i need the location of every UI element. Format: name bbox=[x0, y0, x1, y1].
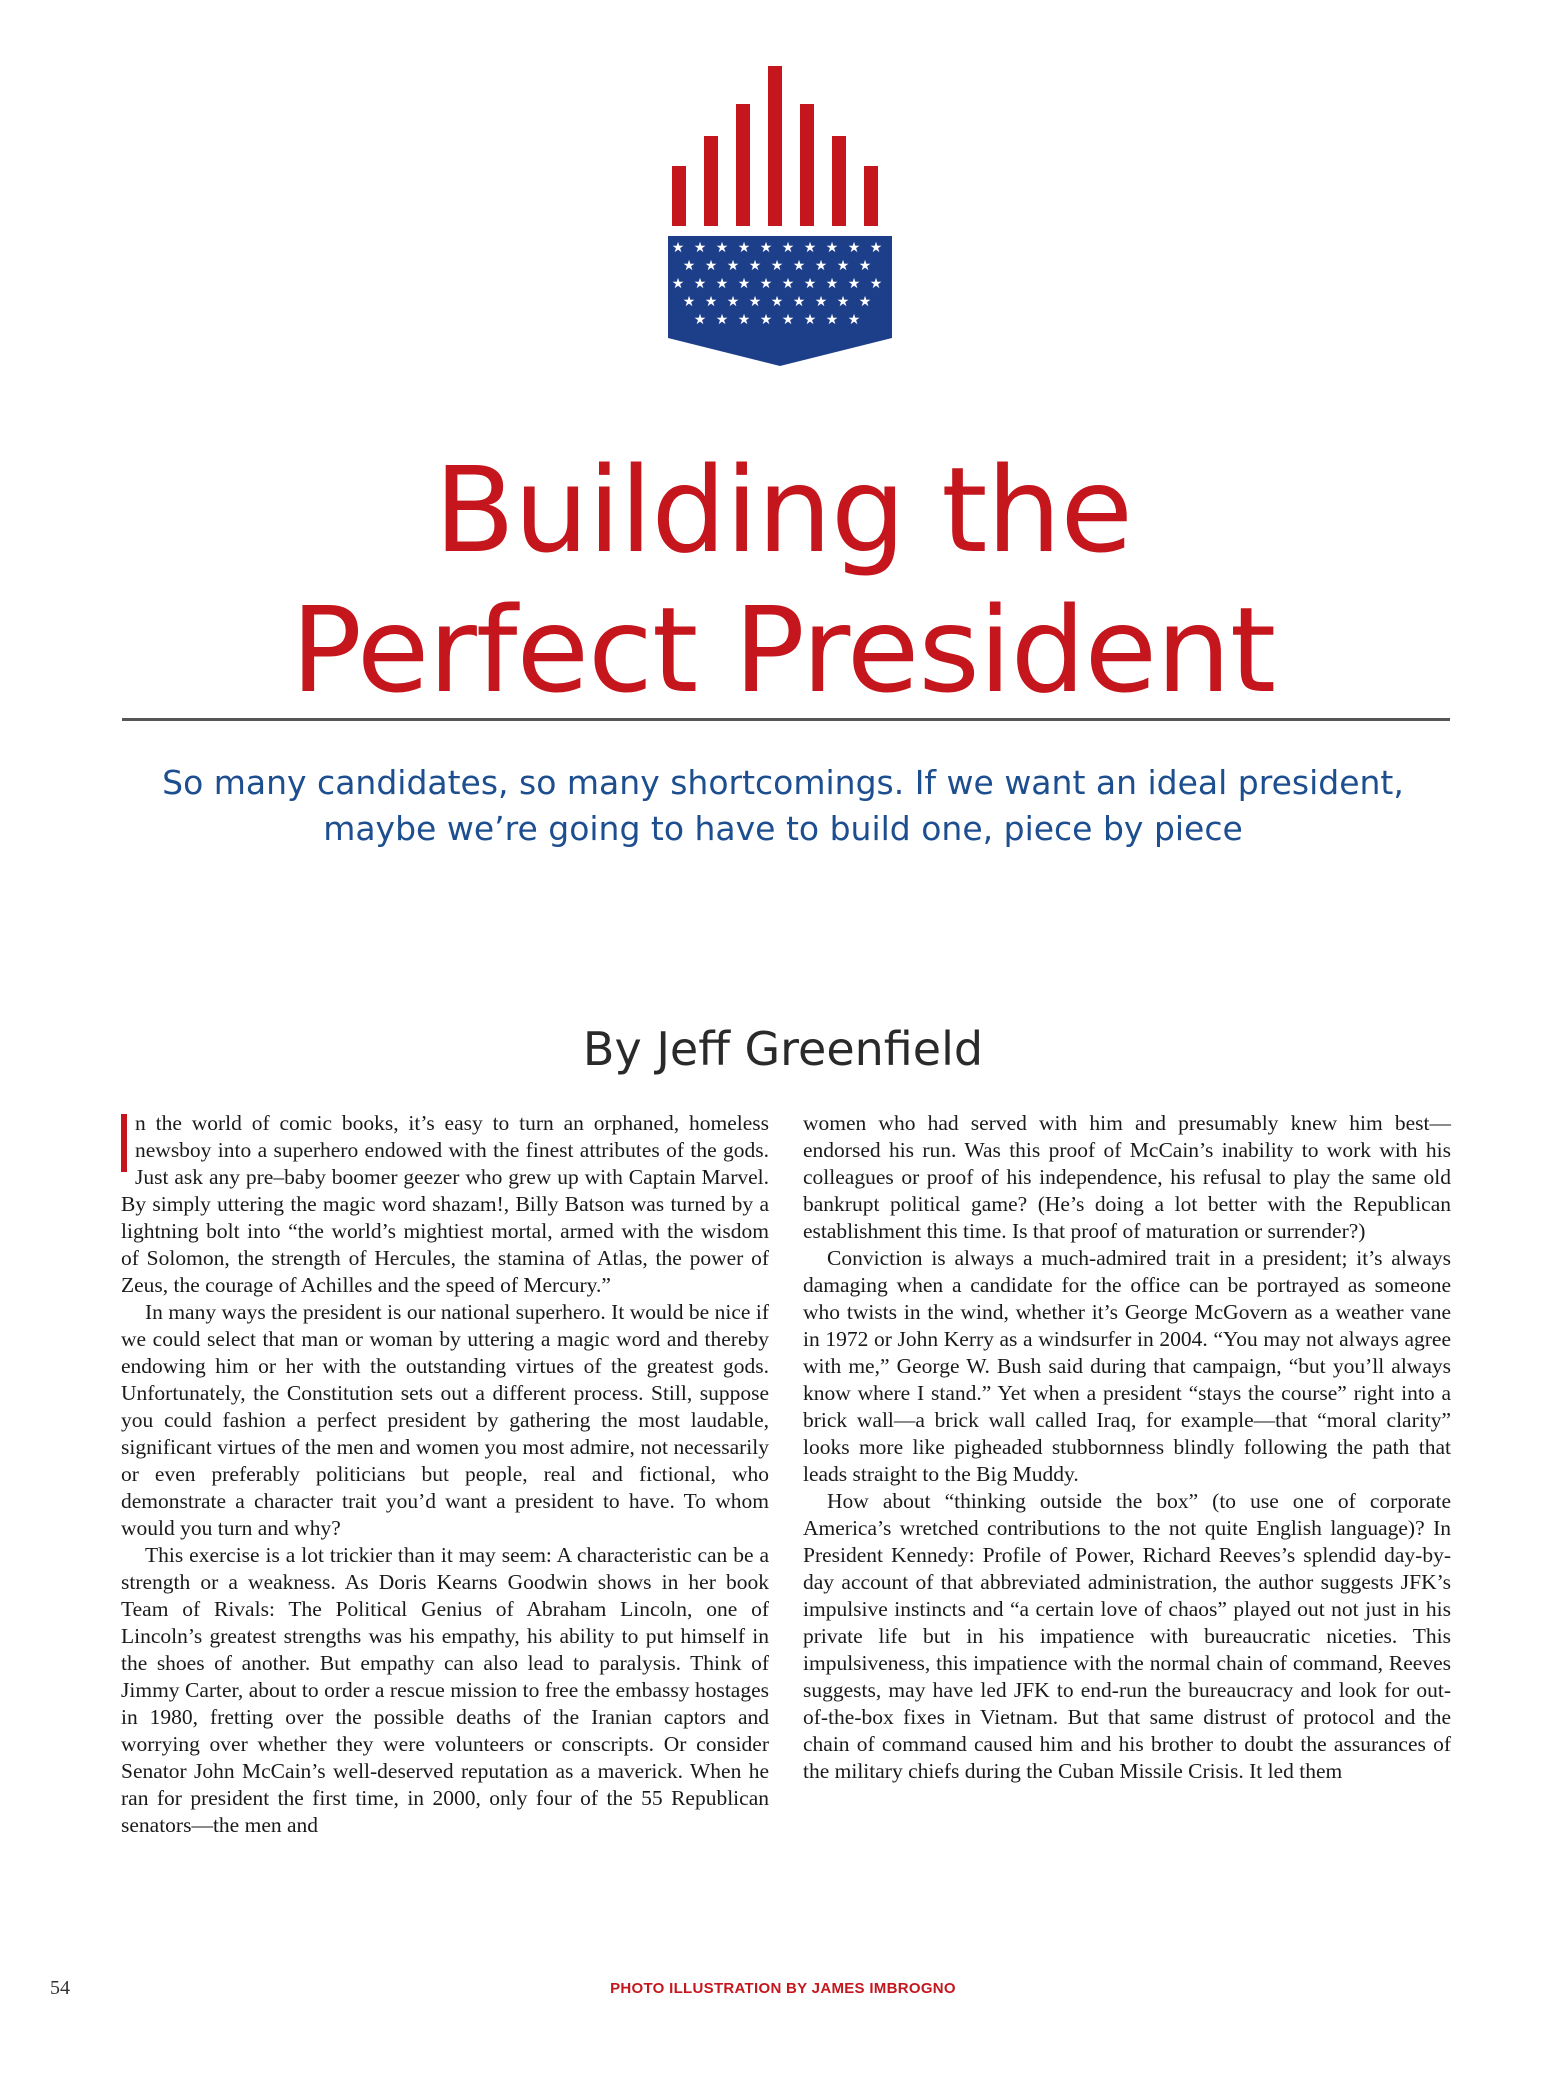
photo-credit: PHOTO ILLUSTRATION BY JAMES IMBROGNO bbox=[610, 1980, 956, 1997]
article-title bbox=[0, 440, 1566, 720]
page-number: 54 bbox=[50, 1977, 70, 1999]
logo-star: ★ bbox=[693, 276, 707, 292]
logo-star: ★ bbox=[869, 276, 883, 292]
logo-star: ★ bbox=[803, 276, 817, 292]
article-column-left bbox=[121, 1110, 769, 1839]
logo-star: ★ bbox=[693, 312, 707, 328]
logo-star: ★ bbox=[759, 312, 773, 328]
paragraph: women who had served with him and presumably knew him best—endorsed his run. Was this proof of McCain’s inability to work with his colleagues or proof of his independence, his refusal to play the same old bankrupt political game? (He’s doing a lot better with the Republican establishment this time. Is that proof of maturation or surrender?) bbox=[803, 1111, 1451, 1243]
logo-star: ★ bbox=[704, 294, 718, 310]
logo-bar bbox=[768, 66, 782, 226]
logo-star: ★ bbox=[792, 294, 806, 310]
logo-star: ★ bbox=[770, 294, 784, 310]
logo-star: ★ bbox=[715, 240, 729, 256]
logo-star: ★ bbox=[715, 276, 729, 292]
logo-star: ★ bbox=[858, 294, 872, 310]
logo-star: ★ bbox=[781, 312, 795, 328]
logo-bar bbox=[704, 136, 718, 226]
paragraph: n the world of comic books, it’s easy to turn an orphaned, homeless newsboy into a superhero endowed with the finest attributes of the gods. Just ask any pre–baby boomer geezer who grew up with Captain Marvel. By simply uttering the magic word shazam!, Billy Batson was turned by a lightning bolt into “the world’s mightiest mortal, armed with the wisdom of Solomon, the strength of Hercules, the stamina of Atlas, the power of Zeus, the courage of Achilles and the speed of Mercury.” bbox=[121, 1111, 769, 1297]
subtitle-line-1: So many candidates, so many shortcomings. If we want an ideal president, bbox=[162, 763, 1404, 802]
logo-star: ★ bbox=[726, 294, 740, 310]
logo-star: ★ bbox=[671, 276, 685, 292]
logo-star: ★ bbox=[825, 240, 839, 256]
paragraph: Conviction is always a much-admired trait in a president; it’s always damaging when a candidate for the office can be portrayed as someone who twists in the wind, whether it’s George McGovern as a weather vane in 1972 or John Kerry as a windsurfer in 2004. “You may not always agree with me,” George W. Bush said during that campaign, “but you’ll always know where I stand.” Yet when a president “stays the course” right into a brick wall—a brick wall called Iraq, for example—that “moral clarity” looks more like pigheaded stubbornness blindly following the path that leads straight to the Big Muddy. bbox=[803, 1246, 1451, 1486]
title-line-1: Building the bbox=[434, 441, 1132, 579]
logo-star: ★ bbox=[803, 312, 817, 328]
article-column-right bbox=[803, 1110, 1451, 1785]
logo-bar bbox=[800, 104, 814, 226]
logo-star: ★ bbox=[825, 312, 839, 328]
article-subtitle bbox=[100, 760, 1466, 852]
logo-star: ★ bbox=[737, 240, 751, 256]
logo-star: ★ bbox=[682, 258, 696, 274]
title-divider bbox=[122, 718, 1450, 721]
logo-star: ★ bbox=[836, 294, 850, 310]
paragraph: In many ways the president is our national superhero. It would be nice if we could select that man or woman by uttering a magic word and thereby endowing him or her with the outstanding virtues of the greatest gods. Unfortunately, the Constitution sets out a different process. Still, suppose you could fashion a perfect president by gathering the most laudable, significant virtues of the men and women you most admire, not necessarily or even preferably politicians but people, real and fictional, who demonstrate a character trait you’d want a president to have. To whom would you turn and why? bbox=[121, 1300, 769, 1540]
logo-star: ★ bbox=[847, 240, 861, 256]
logo-star: ★ bbox=[869, 240, 883, 256]
logo-bar bbox=[864, 166, 878, 226]
logo-bar bbox=[832, 136, 846, 226]
paragraph: How about “thinking outside the box” (to use one of corporate America’s wretched contributions to the not quite English language)? In President Kennedy: Profile of Power, Richard Reeves’s splendid day-by-day account of that abbreviated administration, the author suggests JFK’s impulsive instincts and “a certain love of chaos” played out not just in his private life but in his impatience with bureaucratic niceties. This impulsiveness, this impatience with the normal chain of command, Reeves suggests, may have led JFK to end-run the bureaucracy and look for out-of-the-box fixes in Vietnam. But that same distrust of protocol and the chain of command caused him and his brother to doubt the assurances of the military chiefs during the Cuban Missile Crisis. It led them bbox=[803, 1489, 1451, 1783]
logo-star: ★ bbox=[737, 276, 751, 292]
logo-star: ★ bbox=[704, 258, 718, 274]
logo-star: ★ bbox=[836, 258, 850, 274]
drop-cap-bar bbox=[121, 1114, 127, 1172]
title-line-2: Perfect President bbox=[290, 581, 1276, 719]
logo-star: ★ bbox=[825, 276, 839, 292]
logo-star: ★ bbox=[748, 294, 762, 310]
logo-star: ★ bbox=[781, 276, 795, 292]
logo-star: ★ bbox=[737, 312, 751, 328]
paragraph: This exercise is a lot trickier than it may seem: A characteristic can be a strength or a weakness. As Doris Kearns Goodwin shows in her book Team of Rivals: The Political Genius of Abraham Lincoln, one of Lincoln’s greatest strengths was his empathy, his ability to put himself in the shoes of another. But empathy can also lead to paralysis. Think of Jimmy Carter, about to order a rescue mission to free the embassy hostages in 1980, fretting over the possible deaths of the Iranian captors and worrying over whether they were volunteers or conscripts. Or consider Senator John McCain’s well-deserved reputation as a maverick. When he ran for president the first time, in 2000, only four of the 55 Republican senators—the men and bbox=[121, 1543, 769, 1837]
capitol-flag-logo bbox=[660, 66, 900, 366]
logo-star: ★ bbox=[847, 312, 861, 328]
logo-star: ★ bbox=[781, 240, 795, 256]
subtitle-line-2: maybe we’re going to have to build one, piece by piece bbox=[323, 809, 1243, 848]
logo-star: ★ bbox=[726, 258, 740, 274]
logo-star: ★ bbox=[715, 312, 729, 328]
logo-star: ★ bbox=[814, 258, 828, 274]
logo-star: ★ bbox=[748, 258, 762, 274]
logo-star: ★ bbox=[693, 240, 707, 256]
logo-star: ★ bbox=[759, 276, 773, 292]
logo-star: ★ bbox=[858, 258, 872, 274]
logo-star: ★ bbox=[792, 258, 806, 274]
byline: By Jeff Greenfield bbox=[582, 1022, 984, 1076]
logo-star: ★ bbox=[803, 240, 817, 256]
logo-star: ★ bbox=[847, 276, 861, 292]
logo-star: ★ bbox=[814, 294, 828, 310]
logo-star: ★ bbox=[759, 240, 773, 256]
logo-star: ★ bbox=[770, 258, 784, 274]
logo-bar bbox=[672, 166, 686, 226]
logo-bar bbox=[736, 104, 750, 226]
logo-star: ★ bbox=[682, 294, 696, 310]
logo-star: ★ bbox=[671, 240, 685, 256]
